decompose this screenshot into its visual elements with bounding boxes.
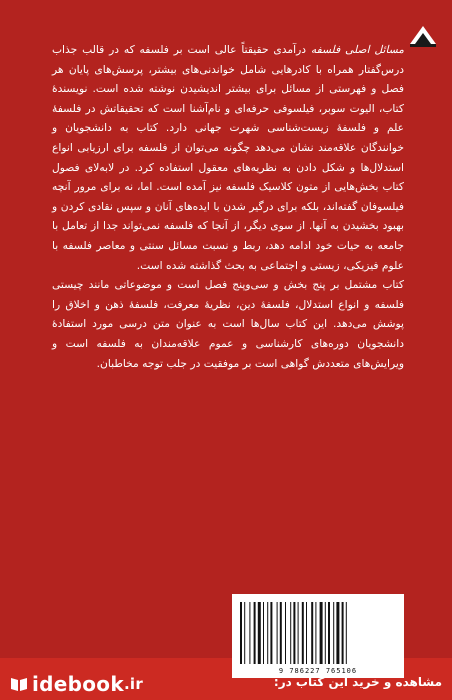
barcode-bar bbox=[263, 602, 264, 664]
store-brand[interactable] bbox=[0, 672, 143, 696]
barcode-bars bbox=[240, 602, 396, 664]
barcode-bar bbox=[244, 602, 245, 664]
barcode-bar bbox=[258, 602, 261, 664]
barcode-bar bbox=[302, 602, 304, 664]
barcode-bar bbox=[285, 602, 286, 664]
isbn-barcode bbox=[232, 594, 404, 678]
blurb-paragraph-2: کتاب مشتمل بر پنج بخش و سی‌وپنج فصل است و موضوعاتی مانند چیستی فلسفه و انواع استدلال، فلسفهٔ دین، نظریهٔ معرفت، فلسفهٔ ذهن و اخلاق را پوشش می‌دهد. این کتاب سال‌ها است به عنوان متن درسی مورد استفادهٔ دانشجویان دوره‌های کارشناسی و عموم علاقه‌مندان به فلسفه است و ویرایش‌های متعددش گواهی است بر موفقیت در جلب توجه مخاطبان. bbox=[52, 278, 404, 370]
barcode-bar bbox=[277, 602, 278, 664]
barcode-bar bbox=[267, 602, 268, 664]
barcode-bar bbox=[333, 602, 334, 664]
barcode-bar bbox=[320, 602, 323, 664]
store-brand-tld: .ir bbox=[123, 675, 144, 693]
barcode-digits: 9 786227 765106 bbox=[278, 667, 358, 675]
barcode-bar bbox=[298, 602, 299, 664]
barcode-bar bbox=[270, 602, 272, 664]
store-brand-name: idebook bbox=[32, 672, 124, 696]
barcode-bar bbox=[311, 602, 313, 664]
barcode-bar bbox=[240, 602, 242, 664]
barcode-bar bbox=[306, 602, 307, 664]
book-title-inline: مسائل اصلی فلسفه bbox=[310, 43, 404, 56]
barcode-bar bbox=[254, 602, 256, 664]
barcode-bar bbox=[315, 602, 316, 664]
open-book-icon bbox=[10, 676, 28, 692]
store-ad-text: مشاهده و خرید این کتاب در: bbox=[273, 675, 442, 689]
barcode-bar bbox=[346, 602, 347, 664]
blurb-paragraph-1: مسائل اصلی فلسفه درآمدی حقیقتاً عالی است بر فلسفه که در قالب جذاب درس‌گفتار همراه با کادرهایی شامل خواندنی‌های بیشتر، پرسش‌های پایان هر فصل و فهرستی از مسائل برای بیشتر اندیشیدن نوشته شده است. نویسندهٔ کتاب، الیوت سوبر، فیلسوفی حرفه‌ای و نام‌آشنا است که تحقیقاتش در فلسفهٔ علم و فلسفهٔ زیست‌شناسی شهرت جهانی دارد. کتاب به دانشجویان و خوانندگان علاقه‌مند نشان می‌دهد چگونه می‌توان از فلسفه برای ارزیابی انواع استدلال‌ها و شکل دادن به نظریه‌های معقول استفاده کرد. در لابه‌لای فصول کتاب بخش‌هایی از متون کلاسیک فلسفه نیز آمده است. اما، نه برای مرور آنچه فیلسوفان گفته‌اند، بلکه برای درگیر شدن با ایده‌های آنان و سپس نقادی کردن و بهبود بخشیدن به آنها. از سوی دیگر، از آنجا که فلسفه نمی‌تواند جدا از تعامل با جامعه به حیات خود ادامه دهد، ربط و نسبت مسائل سنتی و معاصر فلسفه با علوم فیزیکی، زیستی و اجتماعی به بحث گذاشته شده است. bbox=[52, 43, 404, 272]
barcode-bar bbox=[293, 602, 295, 664]
barcode-bar bbox=[249, 602, 250, 664]
barcode-bar bbox=[342, 602, 344, 664]
barcode-bar bbox=[280, 602, 282, 664]
barcode-bar bbox=[336, 602, 339, 664]
barcode-bar bbox=[328, 602, 330, 664]
barcode-bar bbox=[290, 602, 291, 664]
blurb-text bbox=[52, 40, 404, 373]
publisher-logo-icon bbox=[408, 22, 438, 48]
store-banner[interactable] bbox=[0, 672, 452, 696]
barcode-bar bbox=[325, 602, 326, 664]
